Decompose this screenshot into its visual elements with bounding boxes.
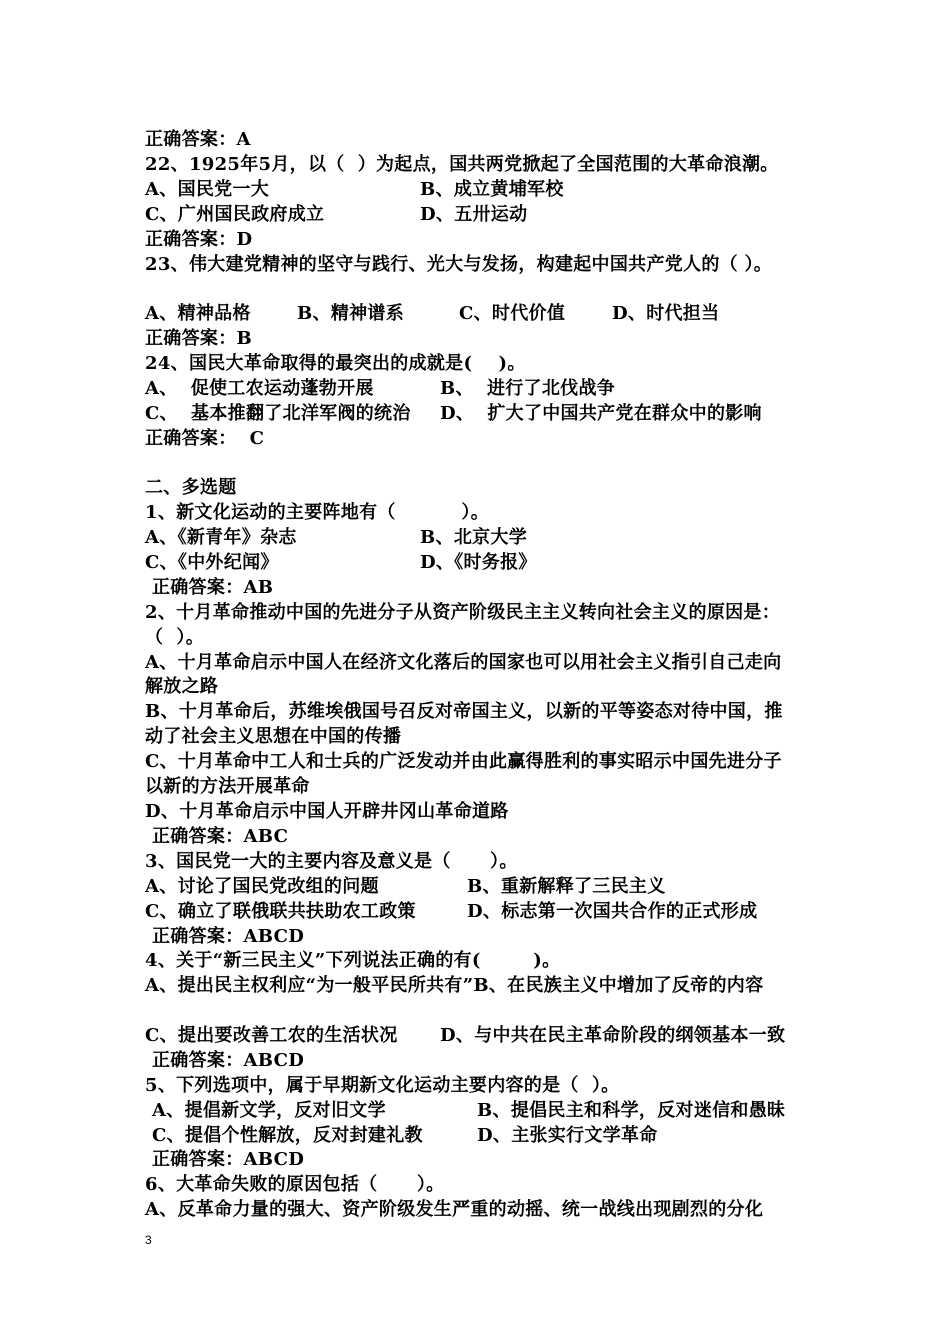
- mc3-option-a: A、讨论了国民党改组的问题: [145, 876, 379, 897]
- q22-option-c: C、广州国民政府成立: [145, 204, 325, 225]
- mc1-option-b: B、北京大学: [420, 527, 528, 548]
- q22-option-b: B、成立黄埔军校: [420, 179, 564, 200]
- mc1-option-c: C、《中外纪闻》: [145, 552, 279, 573]
- mc3-options-row1: [145, 875, 666, 899]
- mc1-options-row1: [145, 526, 528, 550]
- mc2-option-b: B、十月革命后，苏维埃俄国号召反对帝国主义，以新的平等姿态对待中国，推: [145, 701, 783, 722]
- mc2-option-c-cont: 以新的方法开展革命: [145, 776, 310, 797]
- mc1-option-a: A、《新青年》杂志: [145, 527, 297, 548]
- mc-answer-3: 正确答案：ABCD: [152, 926, 305, 947]
- mc5-option-c: C、提倡个性解放，反对封建礼教: [152, 1125, 423, 1146]
- mc-question-1: 1、新文化运动的主要阵地有（ ）。: [145, 502, 489, 523]
- page-number: 3: [145, 1233, 152, 1247]
- mc-question-3: 3、国民党一大的主要内容及意义是（ ）。: [145, 851, 518, 872]
- mc3-option-b: B、重新解释了三民主义: [467, 876, 666, 897]
- answer-24: 正确答案： C: [145, 428, 265, 449]
- answer-21: 正确答案：A: [145, 129, 251, 150]
- mc5-options-row2: [152, 1124, 658, 1148]
- mc2-option-a-cont: 解放之路: [145, 676, 219, 697]
- section-heading-multiple-choice: 二、多选题: [145, 477, 237, 498]
- answer-22: 正确答案：D: [145, 229, 253, 250]
- mc3-option-d: D、标志第一次国共合作的正式形成: [467, 901, 758, 922]
- q23-option-d: D、时代担当: [612, 303, 720, 324]
- mc2-option-a: A、十月革命启示中国人在经济文化落后的国家也可以用社会主义指引自己走向: [145, 652, 782, 673]
- question-24: 24、国民大革命取得的最突出的成就是( )。: [145, 353, 526, 374]
- q23-option-a: A、精神品格: [145, 303, 251, 324]
- mc-question-2-cont: （ ）。: [145, 627, 205, 648]
- q24-options-row1: [145, 377, 616, 401]
- mc3-option-c: C、确立了联俄联共扶助农工政策: [145, 901, 416, 922]
- mc-answer-4: 正确答案：ABCD: [152, 1050, 305, 1071]
- mc2-option-d: D、十月革命启示中国人开辟井冈山革命道路: [145, 801, 509, 822]
- q22-options-row1: [145, 178, 564, 202]
- q24-options-row2: [145, 402, 762, 426]
- mc1-options-row2: [145, 551, 537, 575]
- mc4-options-cd: [145, 1024, 786, 1048]
- mc4-option-c: C、提出要改善工农的生活状况: [145, 1025, 398, 1046]
- q23-option-c: C、时代价值: [459, 303, 566, 324]
- q22-options-row2: [145, 203, 528, 227]
- mc3-options-row2: [145, 900, 758, 924]
- mc2-option-c: C、十月革命中工人和士兵的广泛发动并由此赢得胜利的事实昭示中国先进分子: [145, 751, 782, 772]
- mc5-options-row1: [152, 1099, 786, 1123]
- q24-option-d: D、 扩大了中国共产党在群众中的影响: [440, 403, 762, 424]
- question-23: 23、伟大建党精神的坚守与践行、光大与发扬，构建起中国共产党人的（ ）。: [145, 254, 773, 275]
- q24-option-b: B、 进行了北伐战争: [440, 378, 616, 399]
- mc2-option-b-cont: 动了社会主义思想在中国的传播: [145, 726, 402, 747]
- mc4-option-d: D、与中共在民主革命阶段的纲领基本一致: [440, 1025, 786, 1046]
- q22-option-d: D、五卅运动: [420, 204, 528, 225]
- mc-question-2: 2、十月革命推动中国的先进分子从资产阶级民主主义转向社会主义的原因是：: [145, 602, 781, 623]
- mc-answer-1: 正确答案：AB: [152, 577, 274, 598]
- q23-option-b: B、精神谱系: [297, 303, 405, 324]
- mc6-option-a: A、反革命力量的强大、资产阶级发生严重的动摇、统一战线出现剧烈的分化: [145, 1199, 764, 1220]
- mc5-option-b: B、提倡民主和科学，反对迷信和愚昧: [477, 1100, 786, 1121]
- q23-options: [145, 302, 720, 326]
- answer-23: 正确答案：B: [145, 328, 253, 349]
- mc-question-5: 5、下列选项中，属于早期新文化运动主要内容的是（ ）。: [145, 1075, 620, 1096]
- mc-answer-5: 正确答案：ABCD: [152, 1149, 305, 1170]
- q24-option-c: C、 基本推翻了北洋军阀的统治: [145, 403, 411, 424]
- mc1-option-d: D、《时务报》: [420, 552, 537, 573]
- mc-question-6: 6、大革命失败的原因包括（ ）。: [145, 1174, 445, 1195]
- q22-option-a: A、国民党一大: [145, 179, 270, 200]
- question-22: 22、1925年5月，以（ ）为起点，国共两党掀起了全国范围的大革命浪潮。: [145, 154, 779, 175]
- mc5-option-d: D、主张实行文学革命: [477, 1125, 658, 1146]
- q24-option-a: A、 促使工农运动蓬勃开展: [145, 378, 374, 399]
- mc-question-4: 4、关于“新三民主义”下列说法正确的有( )。: [145, 950, 561, 971]
- mc4-options-ab: A、提出民主权利应“为一般平民所共有”B、在民族主义中增加了反帝的内容: [145, 975, 764, 996]
- mc5-option-a: A、提倡新文学，反对旧文学: [152, 1100, 386, 1121]
- mc-answer-2: 正确答案：ABC: [152, 826, 289, 847]
